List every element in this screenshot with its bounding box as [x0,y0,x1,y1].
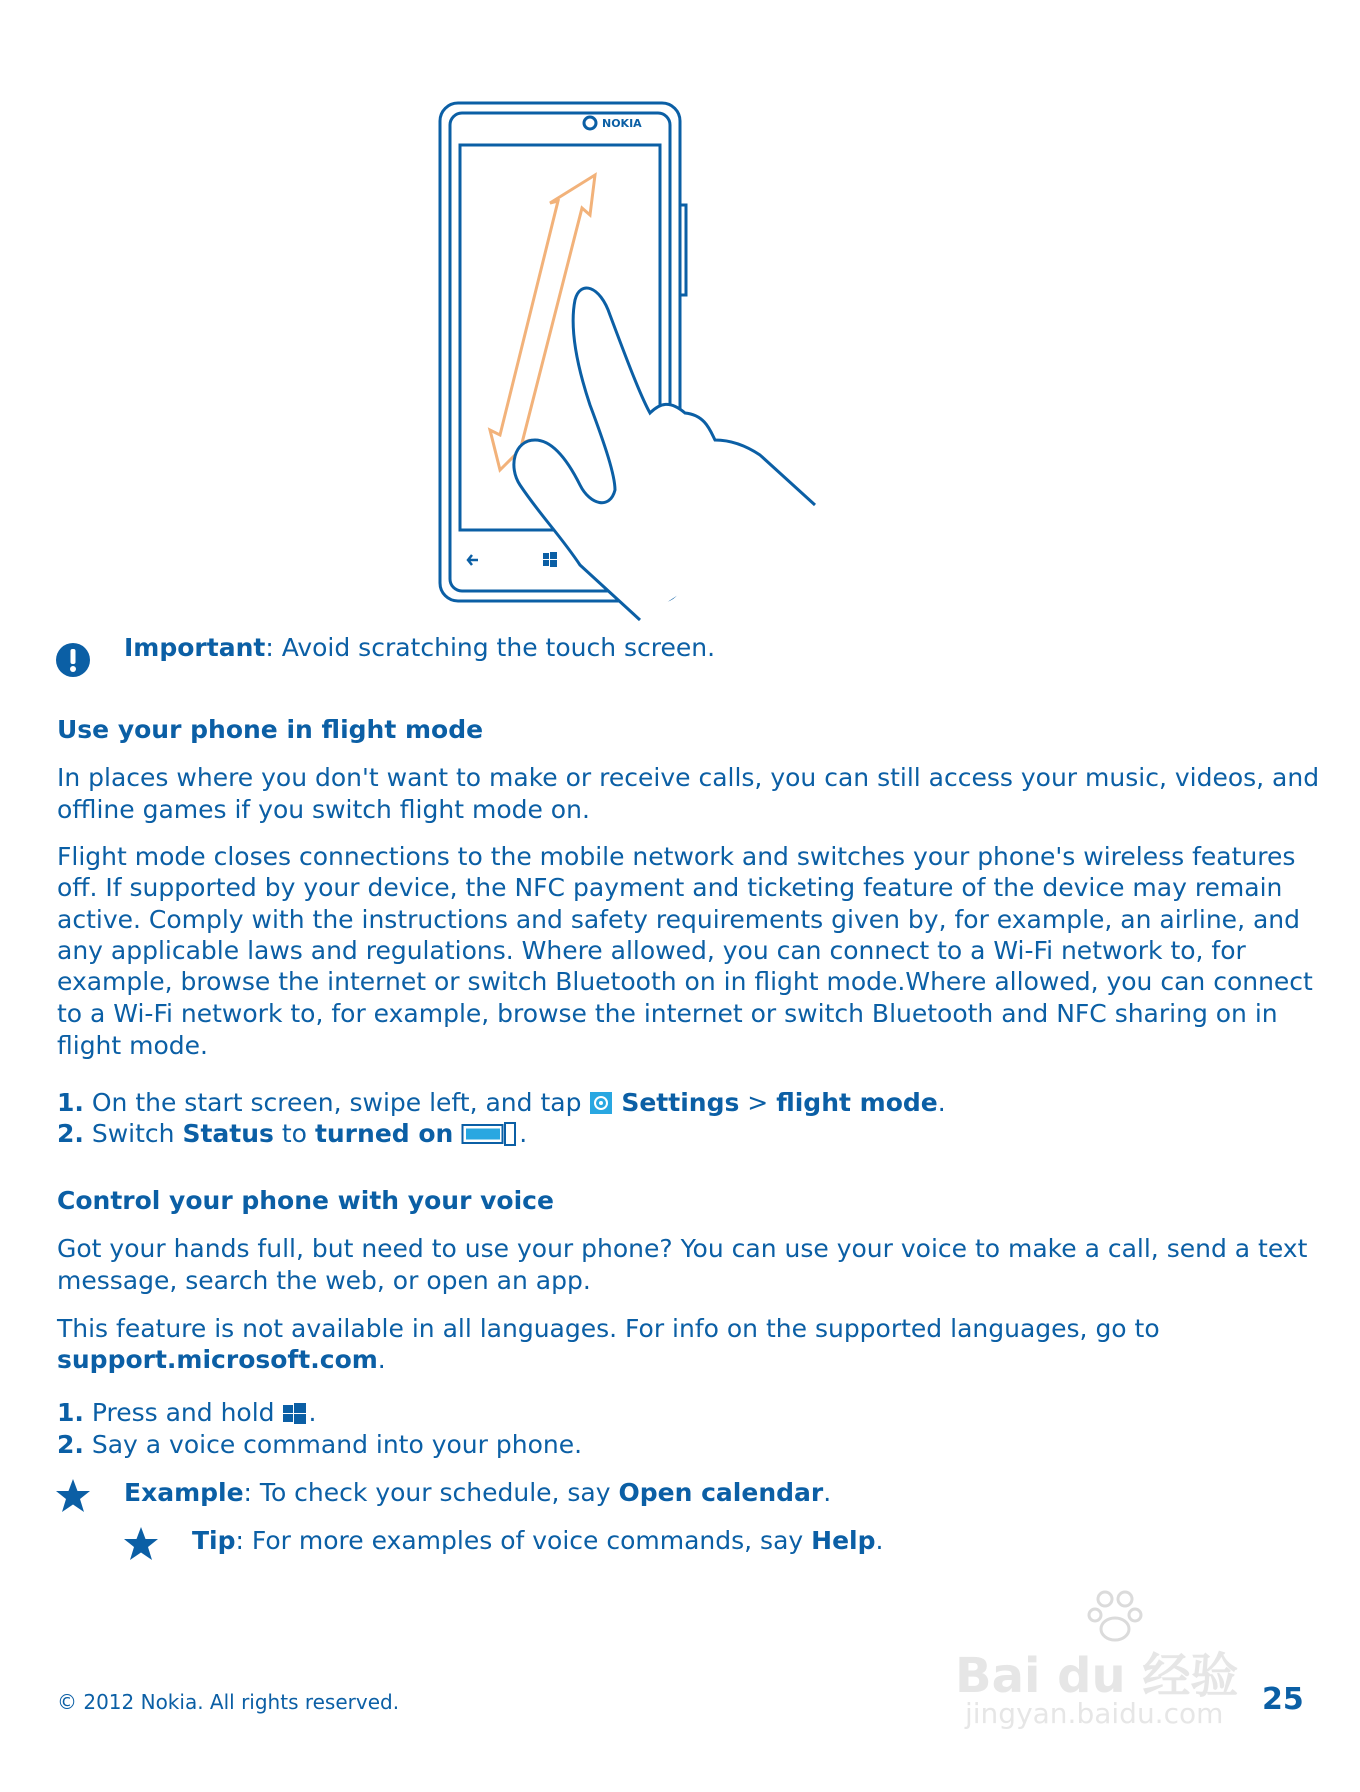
paragraph-line: active. Comply with the instructions and safety requirements given by, for example, an airline, and [57,905,1300,934]
paragraph-line: any applicable laws and regulations. Where allowed, you can connect to a Wi-Fi network to, for [57,936,1246,965]
important-note: Important: Avoid scratching the touch screen. [124,633,716,662]
important-icon [55,642,91,678]
flight-step-1: 1. On the start screen, swipe left, and tap Settings > flight mode. [57,1088,946,1117]
voice-heading: Control your phone with your voice [57,1186,554,1215]
phone-swipe-illustration [430,95,890,625]
voice-step-1: 1. Press and hold . [57,1398,317,1427]
page-number: 25 [1262,1682,1304,1717]
paragraph-line: Flight mode closes connections to the mobile network and switches your phone's wireless features [57,842,1296,871]
flight-mode-heading: Use your phone in flight mode [57,715,484,744]
paragraph-line: This feature is not available in all languages. For info on the supported languages, go to [57,1314,1160,1343]
paragraph-line: Got your hands full, but need to use your phone? You can use your voice to make a call, send a text [57,1234,1308,1263]
paw-icon [1085,1585,1145,1645]
flight-step-2: 2. Switch Status to turned on . [57,1119,528,1148]
copyright: © 2012 Nokia. All rights reserved. [57,1690,400,1714]
support-link[interactable]: support.microsoft.com [57,1345,378,1374]
paragraph-line: In places where you don't want to make or receive calls, you can still access your music, videos, and [57,763,1320,792]
paragraph-line: message, search the web, or open an app. [57,1266,591,1295]
paragraph-line: example, browse the internet or switch Bluetooth on in flight mode.Where allowed, you can connect [57,967,1313,996]
paragraph-line: offline games if you switch flight mode on. [57,795,590,824]
example-note: Example: To check your schedule, say Open calendar. [124,1478,832,1507]
windows-key-icon [282,1401,308,1425]
settings-gear-icon [589,1091,613,1115]
paragraph-line: off. If supported by your device, the NFC payment and ticketing feature of the device may remain [57,873,1283,902]
nokia-brand: NOKIA [602,117,642,130]
paragraph-line: to a Wi-Fi network to, for example, browse the internet or switch Bluetooth and NFC sharing on in [57,999,1278,1028]
hand-icon [514,288,815,620]
back-icon [468,555,478,565]
windows-icon [543,552,557,567]
paragraph-line: support.microsoft.com. [57,1345,386,1374]
baidu-watermark: Bai du 经验 jingyan.baidu.com [955,1585,1285,1735]
tip-note: Tip: For more examples of voice commands, say Help. [192,1526,884,1555]
toggle-on-icon [461,1122,519,1146]
star-icon [122,1526,160,1564]
paragraph-line: flight mode. [57,1031,209,1060]
star-icon [54,1478,92,1516]
voice-step-2: 2. Say a voice command into your phone. [57,1430,583,1459]
